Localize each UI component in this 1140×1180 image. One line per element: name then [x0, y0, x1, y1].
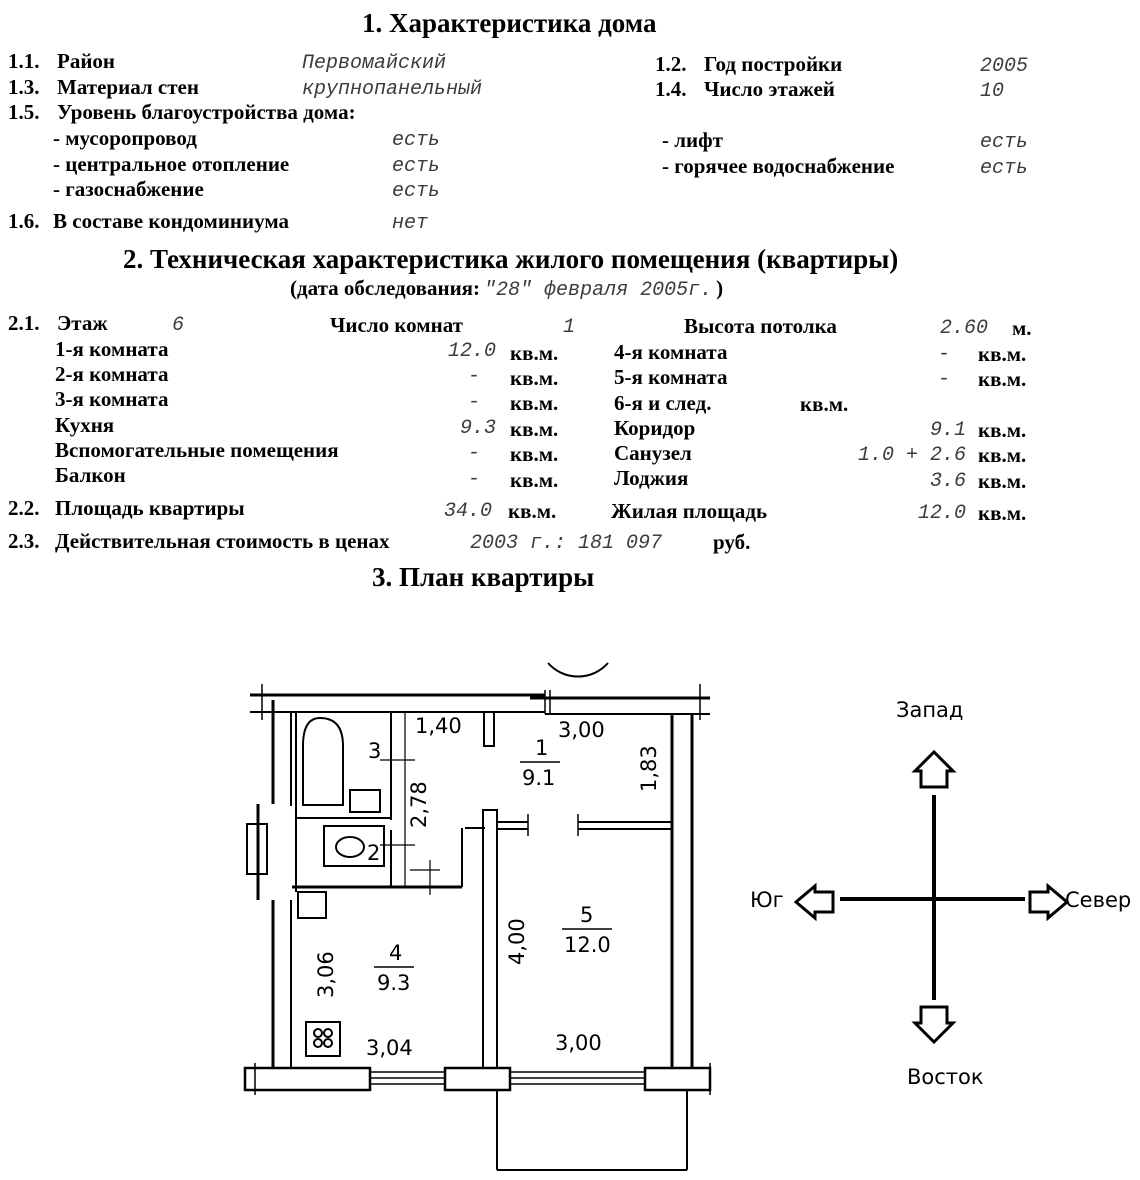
total-area-value: 34.0 — [443, 500, 492, 523]
room1-label: 1-я комната — [55, 337, 169, 361]
year-value: 2005 — [980, 55, 1029, 78]
dim-3-00-bottom: 3,00 — [555, 1031, 602, 1055]
stove-icon — [306, 1022, 340, 1056]
arrow-right-icon — [1030, 886, 1067, 918]
dim-3-00-top: 3,00 — [558, 718, 605, 742]
garbage-chute-value: есть — [392, 129, 441, 152]
room2-unit: кв.м. — [510, 366, 559, 390]
condo-label: В составе кондоминиума — [53, 209, 290, 233]
room4-num: 4 — [389, 941, 403, 965]
section1-title: 1. Характеристика дома — [362, 8, 657, 38]
section2-1-num: 2.1. — [8, 311, 40, 335]
cost-label: Действительная стоимость в ценах — [55, 529, 390, 553]
dim-3-04: 3,04 — [366, 1036, 413, 1060]
year-num: 1.2. — [655, 52, 687, 76]
floor-label: Этаж — [57, 311, 108, 335]
corridor-value: 9.1 — [929, 419, 966, 442]
survey-label: (дата обследования: — [290, 276, 481, 300]
arrow-down-icon — [915, 1007, 953, 1042]
dim-3-06: 3,06 — [314, 951, 338, 998]
kitchen-label: Кухня — [55, 413, 115, 437]
material-label: Материал стен — [57, 75, 199, 99]
room5-label: 5-я комната — [614, 365, 728, 389]
bathroom-value: 1.0 + 2.6 — [857, 444, 966, 467]
floors-label: Число этажей — [704, 77, 835, 101]
total-area-num: 2.2. — [8, 496, 40, 520]
elevator-label: - лифт — [662, 128, 723, 152]
floor-value: 6 — [172, 314, 185, 337]
arrow-up-icon — [915, 752, 953, 787]
compass — [796, 752, 1067, 1042]
room4-value: - — [937, 343, 950, 366]
bathroom-unit: кв.м. — [978, 443, 1027, 467]
cost-unit: руб. — [713, 530, 751, 554]
ceiling-label: Высота потолка — [684, 314, 837, 338]
toilet-icon — [336, 837, 364, 857]
bathroom-label: Санузел — [614, 441, 692, 465]
rooms-count-label: Число комнат — [330, 313, 463, 337]
compass-west-label: Запад — [896, 698, 964, 722]
room2-value: - — [467, 365, 480, 388]
auxiliary-unit: кв.м. — [510, 442, 559, 466]
dim-4-00: 4,00 — [505, 918, 529, 965]
room4-label: 4-я комната — [614, 340, 728, 364]
balcony-value: - — [467, 468, 480, 491]
gas-value: есть — [392, 180, 441, 203]
room3-num: 3 — [368, 739, 382, 763]
ceiling-value: 2.60 — [940, 317, 989, 340]
hot-water-value: есть — [980, 157, 1029, 180]
dim-2-78: 2,78 — [407, 781, 431, 828]
heating-label: - центральное отопление — [53, 152, 290, 176]
section2-title: 2. Техническая характеристика жилого помещения (квартиры) — [123, 244, 899, 274]
survey-date: "28" февраля 2005г. — [484, 279, 713, 302]
kitchen-unit: кв.м. — [510, 417, 559, 441]
gas-label: - газоснабжение — [53, 177, 204, 201]
room4-area: 9.3 — [377, 971, 411, 995]
room3-unit: кв.м. — [510, 391, 559, 415]
total-area-label: Площадь квартиры — [55, 496, 245, 520]
ceiling-unit: м. — [1012, 316, 1032, 340]
material-num: 1.3. — [8, 75, 40, 99]
room5-value: - — [937, 368, 950, 391]
condo-num: 1.6. — [8, 209, 40, 233]
material-value: крупнопанельный — [302, 78, 483, 101]
room5-unit: кв.м. — [978, 367, 1027, 391]
bathtub-icon — [303, 718, 343, 805]
kitchen-sink-icon — [298, 892, 326, 918]
living-area-unit: кв.м. — [978, 501, 1027, 525]
district-num: 1.1. — [8, 49, 40, 73]
heating-value: есть — [392, 155, 441, 178]
room2-num: 2 — [367, 841, 381, 865]
room5-area: 12.0 — [564, 933, 611, 957]
floors-value: 10 — [980, 80, 1005, 103]
room2-label: 2-я комната — [55, 362, 169, 386]
year-label: Год постройки — [704, 52, 843, 76]
cost-value: 2003 г.: 181 097 — [470, 532, 663, 555]
compass-south-label: Юг — [750, 888, 784, 912]
district-label: Район — [57, 49, 116, 73]
compass-north-label: Север — [1065, 888, 1132, 912]
room1-num: 1 — [535, 736, 549, 760]
corridor-label: Коридор — [614, 416, 696, 440]
room5-num: 5 — [580, 903, 594, 927]
survey-close: ) — [716, 276, 724, 300]
dim-1-83: 1,83 — [637, 745, 661, 792]
hot-water-label: - горячее водоснабжение — [662, 154, 895, 178]
balcony-label: Балкон — [55, 463, 126, 487]
compass-east-label: Восток — [907, 1065, 984, 1089]
plan-walls — [245, 663, 710, 1170]
room1-value: 12.0 — [447, 340, 496, 363]
amenities-num: 1.5. — [8, 100, 40, 124]
balcony-unit: кв.м. — [510, 468, 559, 492]
loggia-value: 3.6 — [929, 470, 966, 493]
elevator-value: есть — [980, 131, 1029, 154]
room6-label: 6-я и след. — [614, 391, 712, 415]
floors-num: 1.4. — [655, 77, 687, 101]
cost-num: 2.3. — [8, 529, 40, 553]
loggia-unit: кв.м. — [978, 469, 1027, 493]
auxiliary-label: Вспомогательные помещения — [55, 438, 339, 462]
room4-unit: кв.м. — [978, 342, 1027, 366]
rooms-count-value: 1 — [563, 316, 576, 339]
room1-unit: кв.м. — [510, 341, 559, 365]
room3-label: 3-я комната — [55, 387, 169, 411]
district-value: Первомайский — [302, 52, 447, 75]
section3-title: 3. План квартиры — [372, 562, 595, 592]
living-area-value: 12.0 — [917, 502, 966, 525]
kitchen-value: 9.3 — [459, 417, 496, 440]
dim-1-40: 1,40 — [415, 714, 462, 738]
corridor-unit: кв.м. — [978, 418, 1027, 442]
condo-value: нет — [392, 212, 429, 235]
amenities-label: Уровень благоустройства дома: — [57, 100, 356, 124]
garbage-chute-label: - мусоропровод — [53, 126, 197, 150]
room6-unit: кв.м. — [800, 392, 849, 416]
living-area-label: Жилая площадь — [611, 499, 768, 523]
arrow-left-icon — [796, 886, 833, 918]
sink-icon — [350, 790, 380, 812]
total-area-unit: кв.м. — [508, 499, 557, 523]
room1-area: 9.1 — [522, 766, 556, 790]
loggia-label: Лоджия — [614, 466, 689, 490]
auxiliary-value: - — [467, 442, 480, 465]
room3-value: - — [467, 391, 480, 414]
